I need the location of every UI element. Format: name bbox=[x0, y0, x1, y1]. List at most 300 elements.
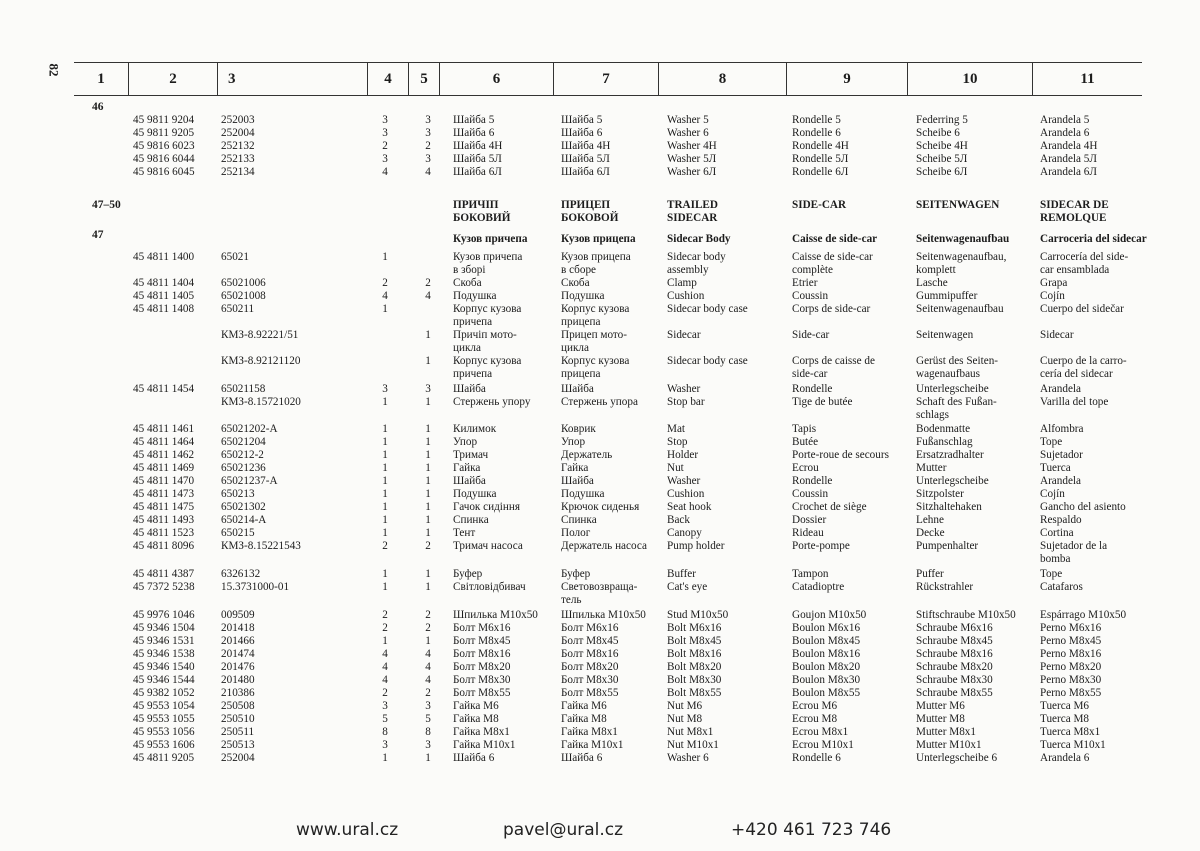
cell-line: Rondelle 4H bbox=[792, 140, 849, 152]
cell-c7 bbox=[561, 609, 646, 622]
cell-c4: 3 bbox=[382, 153, 388, 165]
cell-line: Болт М8x30 bbox=[561, 674, 619, 686]
cell-c2: 45 4811 4387 bbox=[133, 568, 195, 580]
cell-c10 bbox=[916, 527, 945, 540]
cell-line: Mat bbox=[667, 423, 686, 435]
cell-line: Шпилька M10x50 bbox=[561, 609, 646, 621]
cell-c10 bbox=[916, 661, 993, 674]
cell-c7 bbox=[561, 303, 629, 328]
cell-c4: 3 bbox=[382, 383, 388, 395]
cell-c10 bbox=[916, 114, 968, 127]
cell-line: Sujetador bbox=[1040, 449, 1083, 461]
cell-c2: 45 9816 6023 bbox=[133, 140, 195, 152]
cell-c3: КМЗ-8.92121120 bbox=[221, 355, 301, 367]
header-col-3: 3 bbox=[217, 63, 367, 95]
cell-line: Шайба 5 bbox=[453, 114, 495, 126]
cell-c7 bbox=[561, 700, 607, 713]
cell-line: Etrier bbox=[792, 277, 818, 289]
cell-line: Side-car bbox=[792, 329, 830, 341]
cell-line: Arandela bbox=[1040, 383, 1081, 395]
cell-line: Cuerpo de la carro- bbox=[1040, 355, 1127, 367]
cell-c10 bbox=[916, 687, 993, 700]
cell-line: Gerüst des Seiten- bbox=[916, 355, 999, 367]
cell-c11 bbox=[1040, 396, 1108, 409]
cell-c9 bbox=[792, 166, 848, 179]
cell-c7 bbox=[561, 739, 624, 752]
cell-line: Шайба 5 bbox=[561, 114, 603, 126]
subgroup-title-c8: Sidecar Body bbox=[667, 233, 731, 245]
cell-line: Гайка bbox=[453, 462, 481, 474]
cell-c2: 45 4811 1473 bbox=[133, 488, 195, 500]
cell-line: Unterlegscheibe bbox=[916, 383, 989, 395]
cell-line: Причіп мото- bbox=[453, 329, 517, 341]
cell-c8 bbox=[667, 635, 721, 648]
cell-c8 bbox=[667, 648, 721, 661]
cell-line: Butée bbox=[792, 436, 819, 448]
cell-line: Шайба bbox=[561, 383, 594, 395]
cell-c11 bbox=[1040, 355, 1127, 380]
cell-line: Корпус кузова bbox=[561, 303, 630, 315]
cell-c10 bbox=[916, 739, 982, 752]
cell-c3: 650212-2 bbox=[221, 449, 264, 461]
cell-c10 bbox=[916, 475, 989, 488]
cell-c7 bbox=[561, 383, 594, 396]
cell-c11 bbox=[1040, 527, 1074, 540]
cell-c6 bbox=[453, 609, 538, 622]
cell-line: Schraube M8x45 bbox=[916, 635, 993, 647]
cell-line: Seitenwagenaufbau, bbox=[916, 251, 1007, 263]
cell-line: car ensamblada bbox=[1040, 263, 1110, 276]
cell-c4: 2 bbox=[382, 540, 388, 552]
cell-c3: 201466 bbox=[221, 635, 255, 647]
cell-line: Спинка bbox=[561, 514, 597, 526]
cell-line: Стержень упора bbox=[561, 396, 638, 408]
cell-c11 bbox=[1040, 290, 1065, 303]
cell-line: Rondelle 6Л bbox=[792, 166, 849, 178]
cell-line: Lehne bbox=[916, 514, 944, 526]
cell-c11 bbox=[1040, 423, 1084, 436]
cell-line: Sidecar body bbox=[667, 251, 726, 263]
cell-c3: 201474 bbox=[221, 648, 255, 660]
cell-line: Ecrou M10x1 bbox=[792, 739, 854, 751]
cell-c5: 3 bbox=[425, 153, 431, 165]
cell-line: Шайба bbox=[453, 383, 486, 395]
page-number: 82 bbox=[46, 63, 62, 77]
cell-line: Crochet de siège bbox=[792, 501, 867, 513]
cell-c9 bbox=[792, 290, 828, 303]
cell-line: Washer 6 bbox=[667, 752, 709, 764]
cell-c6 bbox=[453, 396, 530, 409]
cell-c6 bbox=[453, 436, 477, 449]
cell-line: Perno M8x55 bbox=[1040, 687, 1102, 699]
cell-c8 bbox=[667, 609, 728, 622]
cell-c5: 2 bbox=[425, 609, 431, 621]
cell-c9 bbox=[792, 527, 824, 540]
cell-c11 bbox=[1040, 674, 1101, 687]
cell-line: Болт М8x55 bbox=[561, 687, 619, 699]
cell-c4: 1 bbox=[382, 501, 388, 513]
cell-c6 bbox=[453, 648, 510, 661]
cell-line: Тримач насоса bbox=[453, 540, 523, 552]
cell-line: Болт М6x16 bbox=[453, 622, 511, 634]
cell-c8 bbox=[667, 726, 713, 739]
cell-line: Спинка bbox=[453, 514, 489, 526]
cell-line: Seitenwagen bbox=[916, 329, 974, 341]
cell-c8 bbox=[667, 475, 700, 488]
cell-line: Bolt M8x30 bbox=[667, 674, 722, 686]
cell-line: Шайба 6Л bbox=[561, 166, 610, 178]
cell-c4: 4 bbox=[382, 674, 388, 686]
cell-c2: 45 4811 1404 bbox=[133, 277, 195, 289]
header-col-6: 6 bbox=[439, 63, 553, 95]
cell-line: Mutter M8 bbox=[916, 713, 965, 725]
cell-c11 bbox=[1040, 752, 1089, 765]
cell-line: Scheibe 6Л bbox=[916, 166, 968, 178]
cell-c10 bbox=[916, 462, 946, 475]
cell-c11 bbox=[1040, 153, 1097, 166]
group-title-c6: ПРИЧІП БОКОВИЙ bbox=[453, 199, 511, 224]
cell-c6 bbox=[453, 687, 510, 700]
cell-c7 bbox=[561, 514, 597, 527]
cell-line: прицепа bbox=[561, 315, 601, 328]
cell-c9 bbox=[792, 449, 889, 462]
cell-line: Pumpenhalter bbox=[916, 540, 979, 552]
cell-c6 bbox=[453, 635, 510, 648]
cell-line: Goujon M10x50 bbox=[792, 609, 867, 621]
cell-c9 bbox=[792, 609, 866, 622]
cell-c3: 650215 bbox=[221, 527, 255, 539]
cell-line: Tope bbox=[1040, 436, 1063, 448]
cell-c10 bbox=[916, 290, 977, 303]
header-col-10: 10 bbox=[907, 63, 1032, 95]
cell-line: Rondelle 5 bbox=[792, 114, 841, 126]
cell-line: Bolt M8x55 bbox=[667, 687, 722, 699]
cell-line: Decke bbox=[916, 527, 945, 539]
cell-line: Гайка М8x1 bbox=[453, 726, 510, 738]
cell-c4: 2 bbox=[382, 140, 388, 152]
cell-c2: 45 9553 1054 bbox=[133, 700, 195, 712]
cell-c6 bbox=[453, 475, 486, 488]
cell-c8 bbox=[667, 700, 702, 713]
cell-line: Стержень упору bbox=[453, 396, 531, 408]
cell-c7 bbox=[561, 568, 590, 581]
cell-c5: 8 bbox=[425, 726, 431, 738]
cell-c2: 45 9816 6044 bbox=[133, 153, 195, 165]
cell-c7 bbox=[561, 661, 618, 674]
cell-line: Bolt M8x20 bbox=[667, 661, 722, 673]
cell-c8 bbox=[667, 674, 721, 687]
cell-line: Ersatzradhalter bbox=[916, 449, 984, 461]
cell-line: Упор bbox=[453, 436, 478, 448]
cell-c8 bbox=[667, 114, 709, 127]
cell-c11 bbox=[1040, 648, 1101, 661]
cell-c7 bbox=[561, 114, 602, 127]
cell-line: Tampon bbox=[792, 568, 829, 580]
cell-line: wagenaufbaus bbox=[916, 367, 980, 380]
cell-line: Кузов прицепа bbox=[561, 251, 631, 263]
cell-c7 bbox=[561, 436, 585, 449]
cell-c2: 45 4811 8096 bbox=[133, 540, 195, 552]
cell-c2: 45 4811 9205 bbox=[133, 752, 195, 764]
cell-c5: 5 bbox=[425, 713, 431, 725]
cell-c3: 65021236 bbox=[221, 462, 266, 474]
cell-c11 bbox=[1040, 635, 1101, 648]
cell-c10 bbox=[916, 166, 967, 179]
cell-line: Гайка М8x1 bbox=[561, 726, 618, 738]
cell-c6 bbox=[453, 166, 502, 179]
cell-line: Прицеп мото- bbox=[561, 329, 627, 341]
cell-line: Гайка bbox=[561, 462, 589, 474]
cell-line: Pump holder bbox=[667, 540, 725, 552]
cell-line: Mutter M8x1 bbox=[916, 726, 976, 738]
cell-c7 bbox=[561, 540, 647, 553]
cell-c4: 2 bbox=[382, 277, 388, 289]
cell-line: Perno M8x45 bbox=[1040, 635, 1102, 647]
cell-line: Світловідбивач bbox=[453, 581, 526, 593]
cell-c10 bbox=[916, 713, 965, 726]
cell-c6 bbox=[453, 303, 521, 328]
cell-c10 bbox=[916, 609, 1016, 622]
cell-line: Puffer bbox=[916, 568, 944, 580]
cell-line: Schraube M8x20 bbox=[916, 661, 993, 673]
cell-line: Ecrou bbox=[792, 462, 819, 474]
cell-c3: 252004 bbox=[221, 127, 255, 139]
cell-line: Корпус кузова bbox=[561, 355, 630, 367]
cell-line: Шайба bbox=[561, 475, 594, 487]
cell-line: Болт М8x45 bbox=[561, 635, 619, 647]
header-col-7: 7 bbox=[553, 63, 658, 95]
cell-line: Bodenmatte bbox=[916, 423, 971, 435]
cell-line: Varilla del tope bbox=[1040, 396, 1109, 408]
cell-line: Болт М8x55 bbox=[453, 687, 511, 699]
cell-line: в сборе bbox=[561, 263, 597, 276]
footer-email-link[interactable]: pavel@ural.cz bbox=[503, 820, 624, 840]
header-col-11: 11 bbox=[1032, 63, 1142, 95]
cell-c4: 8 bbox=[382, 726, 388, 738]
cell-c5: 1 bbox=[425, 329, 431, 341]
cell-c10 bbox=[916, 726, 976, 739]
cell-c7 bbox=[561, 648, 618, 661]
cell-c5: 2 bbox=[425, 540, 431, 552]
cell-c7 bbox=[561, 423, 596, 436]
cell-c5: 3 bbox=[425, 383, 431, 395]
cell-line: Гайка М6 bbox=[561, 700, 607, 712]
cell-c11 bbox=[1040, 114, 1089, 127]
cell-line: Washer 4H bbox=[667, 140, 717, 152]
cell-c3: 65021006 bbox=[221, 277, 266, 289]
cell-c11 bbox=[1040, 713, 1089, 726]
cell-c7 bbox=[561, 140, 610, 153]
cell-line: cería del sidecar bbox=[1040, 367, 1113, 380]
cell-c5: 4 bbox=[425, 648, 431, 660]
cell-c9 bbox=[792, 114, 841, 127]
cell-c11 bbox=[1040, 739, 1106, 752]
cell-c2: 45 9976 1046 bbox=[133, 609, 195, 621]
cell-c4: 4 bbox=[382, 648, 388, 660]
cell-c5: 1 bbox=[425, 355, 431, 367]
cell-line: Cojín bbox=[1040, 488, 1065, 500]
cell-line: Perno M6x16 bbox=[1040, 622, 1102, 634]
cell-line: Bolt M6x16 bbox=[667, 622, 722, 634]
subgroup-title-c11: Carroceria del sidecar bbox=[1040, 233, 1147, 245]
cell-line: Тримач bbox=[453, 449, 489, 461]
cell-c10 bbox=[916, 127, 960, 140]
cell-c9 bbox=[792, 488, 828, 501]
header-col-5: 5 bbox=[408, 63, 439, 95]
cell-c4: 3 bbox=[382, 114, 388, 126]
cell-c6 bbox=[453, 251, 522, 276]
cell-line: Arandela bbox=[1040, 475, 1081, 487]
cell-c5: 1 bbox=[425, 527, 431, 539]
cell-c4: 1 bbox=[382, 436, 388, 448]
cell-c8 bbox=[667, 355, 748, 368]
cell-c6 bbox=[453, 713, 499, 726]
cell-line: Шпилька M10x50 bbox=[453, 609, 538, 621]
cell-c3: КМЗ-8.15221543 bbox=[221, 540, 301, 552]
header-col-9: 9 bbox=[786, 63, 907, 95]
cell-line: Gancho del asiento bbox=[1040, 501, 1126, 513]
subgroup-title-c6: Кузов причепа bbox=[453, 233, 528, 245]
cell-c7 bbox=[561, 329, 627, 354]
cell-line: Tapis bbox=[792, 423, 817, 435]
cell-line: Coussin bbox=[792, 290, 829, 302]
cell-line: Подушка bbox=[561, 290, 605, 302]
cell-line: assembly bbox=[667, 263, 709, 276]
cell-line: цикла bbox=[453, 341, 481, 354]
cell-line: Arandela 4H bbox=[1040, 140, 1098, 152]
cell-c7 bbox=[561, 449, 612, 462]
cell-c8 bbox=[667, 739, 719, 752]
cell-c6 bbox=[453, 514, 489, 527]
cell-c4: 4 bbox=[382, 166, 388, 178]
cell-c3: 65021 bbox=[221, 251, 249, 263]
cell-line: Гайка М8 bbox=[453, 713, 499, 725]
cell-c10 bbox=[916, 329, 973, 342]
cell-c2: 45 9346 1504 bbox=[133, 622, 195, 634]
cell-line: прицепа bbox=[561, 367, 601, 380]
cell-c3: КМЗ-8.15721020 bbox=[221, 396, 301, 408]
cell-c7 bbox=[561, 290, 604, 303]
cell-c11 bbox=[1040, 622, 1101, 635]
subgroup-title-c7: Кузов прицепа bbox=[561, 233, 636, 245]
cell-c2: 45 4811 1462 bbox=[133, 449, 195, 461]
cell-line: Тент bbox=[453, 527, 476, 539]
cell-line: Гайка М10x1 bbox=[453, 739, 516, 751]
cell-c4: 1 bbox=[382, 475, 388, 487]
cell-c4: 2 bbox=[382, 609, 388, 621]
cell-c2: 45 9346 1540 bbox=[133, 661, 195, 673]
footer bbox=[0, 820, 1200, 844]
cell-line: Коврик bbox=[561, 423, 596, 435]
cell-c4: 3 bbox=[382, 700, 388, 712]
cell-c11 bbox=[1040, 127, 1089, 140]
cell-line: Шайба 5Л bbox=[453, 153, 502, 165]
footer-website-link[interactable]: www.ural.cz bbox=[296, 820, 399, 840]
cell-line: Rondelle bbox=[792, 475, 833, 487]
cell-c7 bbox=[561, 475, 594, 488]
cell-c8 bbox=[667, 449, 698, 462]
cell-c2: 45 9346 1538 bbox=[133, 648, 195, 660]
cell-c5: 1 bbox=[425, 449, 431, 461]
cell-c6 bbox=[453, 462, 480, 475]
cell-line: Seat hook bbox=[667, 501, 712, 513]
cell-c11 bbox=[1040, 140, 1097, 153]
cell-line: Alfombra bbox=[1040, 423, 1084, 435]
cell-line: komplett bbox=[916, 263, 956, 276]
cell-c7 bbox=[561, 635, 618, 648]
cell-c6 bbox=[453, 127, 494, 140]
cell-c3: 650213 bbox=[221, 488, 255, 500]
cell-line: Arandela 6 bbox=[1040, 127, 1090, 139]
cell-c9 bbox=[792, 648, 860, 661]
cell-c9 bbox=[792, 140, 849, 153]
cell-c5: 1 bbox=[425, 514, 431, 526]
cell-c8 bbox=[667, 140, 717, 153]
cell-line: Tuerca M8x1 bbox=[1040, 726, 1101, 738]
cell-c9 bbox=[792, 661, 860, 674]
cell-c6 bbox=[453, 581, 526, 594]
cell-c9 bbox=[792, 739, 854, 752]
cell-c8 bbox=[667, 153, 716, 166]
cell-c8 bbox=[667, 514, 690, 527]
cell-line: Болт М8x20 bbox=[453, 661, 511, 673]
cell-c8 bbox=[667, 329, 701, 342]
cell-c11 bbox=[1040, 449, 1083, 462]
cell-line: Ecrou M8 bbox=[792, 713, 838, 725]
cell-c3: 250513 bbox=[221, 739, 255, 751]
cell-c8 bbox=[667, 540, 725, 553]
cell-c11 bbox=[1040, 383, 1081, 396]
cell-c5: 1 bbox=[425, 501, 431, 513]
cell-line: Tuerca M6 bbox=[1040, 700, 1089, 712]
cell-line: Carrocería del side- bbox=[1040, 251, 1129, 263]
cell-line: Болт М8x45 bbox=[453, 635, 511, 647]
cell-c11 bbox=[1040, 661, 1101, 674]
cell-line: Clamp bbox=[667, 277, 697, 289]
cell-c4: 3 bbox=[382, 739, 388, 751]
cell-line: Perno M8x30 bbox=[1040, 674, 1102, 686]
cell-line: Nut M8 bbox=[667, 713, 703, 725]
cell-c9 bbox=[792, 423, 816, 436]
cell-c2: 45 9382 1052 bbox=[133, 687, 195, 699]
cell-c9 bbox=[792, 635, 860, 648]
cell-c9 bbox=[792, 674, 860, 687]
cell-c10 bbox=[916, 251, 1006, 276]
cell-line: Porte-pompe bbox=[792, 540, 850, 552]
cell-c6 bbox=[453, 540, 523, 553]
cell-c4: 1 bbox=[382, 752, 388, 764]
cell-c7 bbox=[561, 355, 629, 380]
section-number: 47 bbox=[92, 229, 104, 241]
cell-line: Держатель bbox=[561, 449, 613, 461]
cell-line: Шайба 6Л bbox=[453, 166, 502, 178]
cell-line: Buffer bbox=[667, 568, 696, 580]
cell-c5: 4 bbox=[425, 166, 431, 178]
cell-line: Скоба bbox=[453, 277, 482, 289]
cell-line: Federring 5 bbox=[916, 114, 968, 126]
cell-c6 bbox=[453, 674, 510, 687]
cell-line: Arandela 6Л bbox=[1040, 166, 1097, 178]
cell-c10 bbox=[916, 436, 973, 449]
cell-c5: 1 bbox=[425, 488, 431, 500]
cell-c3: 650211 bbox=[221, 303, 255, 315]
cell-c6 bbox=[453, 423, 496, 436]
cell-c9 bbox=[792, 462, 819, 475]
cell-c7 bbox=[561, 127, 602, 140]
cell-c3: 252132 bbox=[221, 140, 255, 152]
cell-c3: 201480 bbox=[221, 674, 255, 686]
cell-c3: 65021204 bbox=[221, 436, 266, 448]
